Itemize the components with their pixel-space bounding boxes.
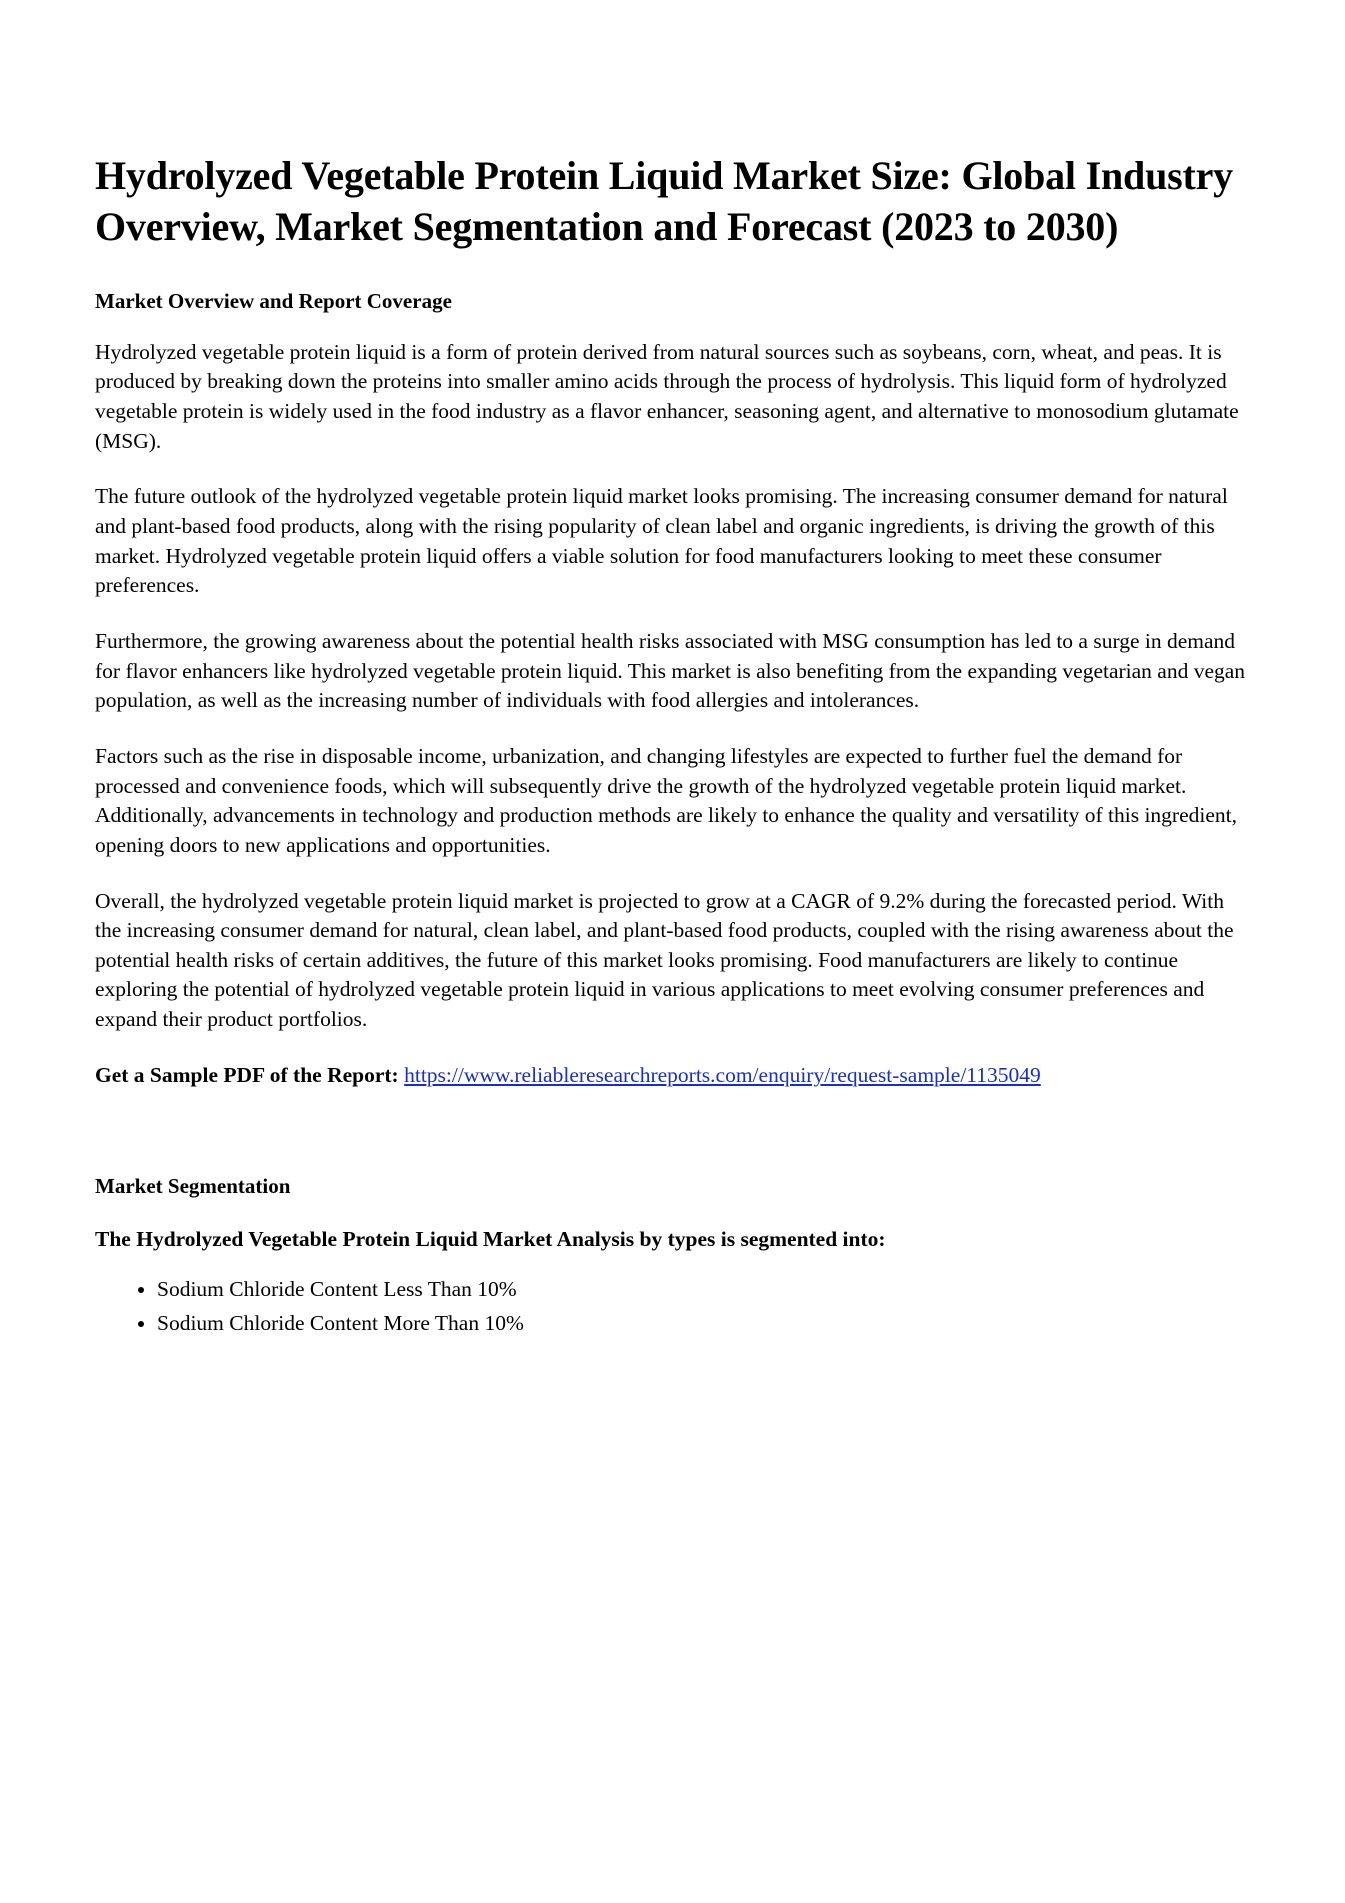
sample-pdf-label: Get a Sample PDF of the Report: xyxy=(95,1062,399,1087)
list-item: • Sodium Chloride Content Less Than 10% xyxy=(157,1274,1250,1305)
section-spacer xyxy=(95,1116,1250,1174)
paragraph-health-awareness: Furthermore, the growing awareness about the potential health risks associated with MSG consumption has led to a surge in demand for flavor enhancers like hydrolyzed vegetable protein liquid. This market is also benefiting from the expanding vegetarian and vegan population, as well as the increasing number of individuals with food allergies and intolerances. xyxy=(95,628,1246,713)
paragraph-definition: Hydrolyzed vegetable protein liquid is a form of protein derived from natural sources such as soybeans, corn, wheat, and peas. It is produced by breaking down the proteins into smaller amino acids through the process of hydrolysis. This liquid form of hydrolyzed vegetable protein is widely used in the food industry as a flavor enhancer, seasoning agent, and alternative to monosodium glutamate (MSG). xyxy=(95,339,1239,453)
section-heading-market-overview: Market Overview and Report Coverage xyxy=(95,289,452,314)
paragraph-market-drivers: Factors such as the rise in disposable income, urbanization, and changing lifestyles are expected to further fuel the demand for processed and convenience foods, which will subsequently drive the growth of the hydrolyzed vegetable protein liquid market. Additionally, advancements in technology and production methods are likely to enhance the quality and versatility of this ingredient, opening doors to new applications and opportunities. xyxy=(95,743,1237,857)
paragraph-overall-outlook: Overall, the hydrolyzed vegetable protein liquid market is projected to grow at a CAGR of 9.2% during the forecasted period. With the increasing consumer demand for natural, clean label, and plant-based food products, coupled with the rising awareness about the potential health risks of certain additives, the future of this market looks promising. Food manufacturers are likely to continue exploring the potential of hydrolyzed vegetable protein liquid in various applications to meet evolving consumer preferences and expand their product portfolios. xyxy=(95,888,1234,1032)
segmentation-types-intro: The Hydrolyzed Vegetable Protein Liquid Market Analysis by types is segmented into: xyxy=(95,1227,886,1252)
sample-pdf-link[interactable]: https://www.reliableresearchreports.com/enquiry/request-sample/1135049 xyxy=(404,1062,1041,1087)
page-title: Hydrolyzed Vegetable Protein Liquid Market Size: Global Industry Overview, Market Segmentation and Forecast (2023 to 2030) xyxy=(95,153,1233,250)
segmentation-types-list xyxy=(95,1274,1250,1338)
section-heading-market-segmentation: Market Segmentation xyxy=(95,1174,291,1199)
paragraph-future-outlook: The future outlook of the hydrolyzed vegetable protein liquid market looks promising. The increasing consumer demand for natural and plant-based food products, along with the rising popularity of clean label and organic ingredients, is driving the growth of this market. Hydrolyzed vegetable protein liquid offers a viable solution for food manufacturers looking to meet these consumer preferences. xyxy=(95,484,1228,598)
list-item: • Sodium Chloride Content More Than 10% xyxy=(157,1308,1250,1339)
sample-pdf-line xyxy=(95,1061,1250,1091)
